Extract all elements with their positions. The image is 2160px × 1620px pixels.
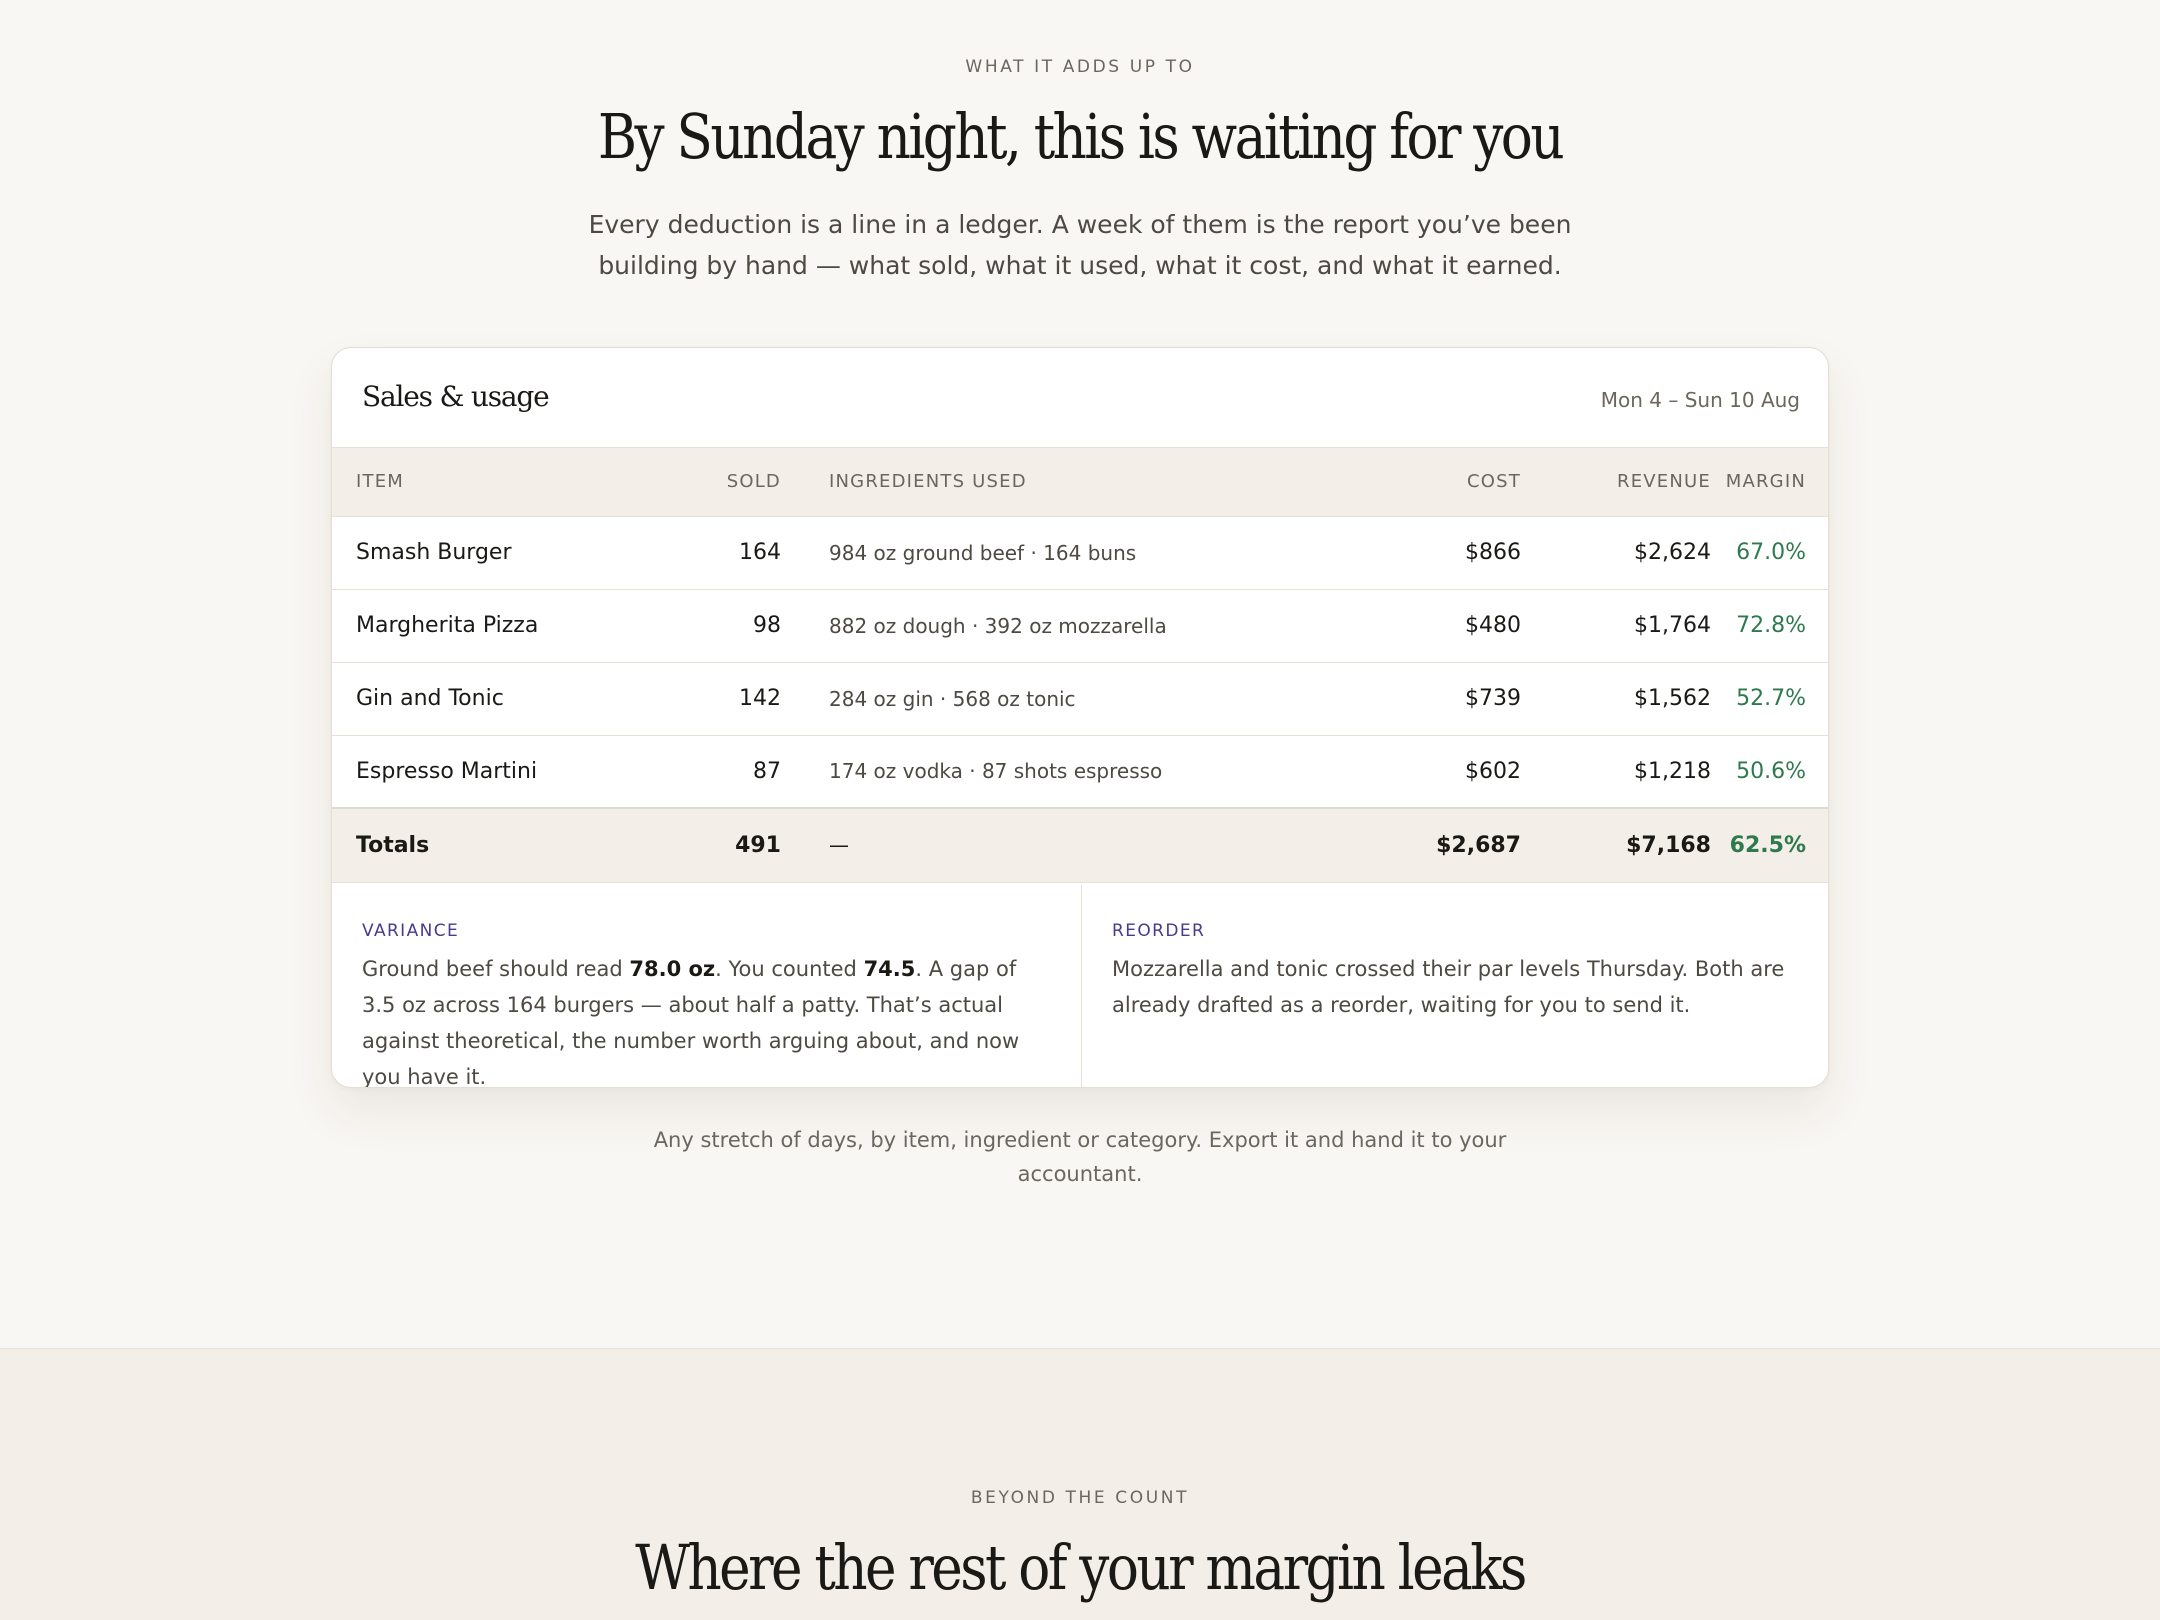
cell-ingredients: 984 oz ground beef · 164 buns — [781, 516, 1329, 589]
cell-cost: $739 — [1329, 662, 1522, 735]
variance-note — [332, 885, 1082, 1088]
cell-ingredients: 882 oz dough · 392 oz mozzarella — [781, 589, 1329, 662]
cell-cost: $866 — [1329, 516, 1522, 589]
section-title: By Sunday night, this is waiting for you — [597, 100, 1563, 173]
column-header-item: ITEM — [332, 448, 635, 516]
cell-margin: 50.6% — [1712, 735, 1829, 808]
table-row — [332, 589, 1829, 662]
sales-usage-table — [332, 448, 1829, 883]
column-header-ingredients: INGREDIENTS USED — [781, 448, 1329, 516]
date-range: Mon 4 – Sun 10 Aug — [1600, 388, 1800, 412]
table-row — [332, 735, 1829, 808]
variance-label: VARIANCE — [362, 921, 460, 941]
cell-cost: $480 — [1329, 589, 1522, 662]
cell-sold: 87 — [635, 735, 781, 808]
card-title: Sales & usage — [362, 380, 549, 413]
table-row — [332, 516, 1829, 589]
next-section-title: Where the rest of your margin leaks — [635, 1531, 1525, 1604]
cell-item: Smash Burger — [332, 516, 635, 589]
cell-sold: 142 — [635, 662, 781, 735]
totals-margin: 62.5% — [1712, 808, 1829, 882]
cell-revenue: $2,624 — [1522, 516, 1712, 589]
reorder-note — [1082, 885, 1829, 1088]
column-header-cost: COST — [1329, 448, 1522, 516]
table-header-row — [332, 448, 1829, 516]
column-header-revenue: REVENUE — [1522, 448, 1712, 516]
insight-notes — [332, 885, 1829, 1088]
cell-ingredients: 284 oz gin · 568 oz tonic — [781, 662, 1329, 735]
column-header-margin: MARGIN — [1712, 448, 1829, 516]
reorder-label: REORDER — [1112, 921, 1206, 941]
cell-sold: 98 — [635, 589, 781, 662]
cell-item: Margherita Pizza — [332, 589, 635, 662]
next-section — [0, 1348, 2160, 1620]
cell-ingredients: 174 oz vodka · 87 shots espresso — [781, 735, 1329, 808]
totals-ingredients: — — [781, 808, 1329, 882]
reorder-text: Mozzarella and tonic crossed their par levels Thursday. Both are already drafted as a reorder, waiting for you to send it. — [1112, 957, 1785, 1017]
table-row — [332, 662, 1829, 735]
cell-margin: 72.8% — [1712, 589, 1829, 662]
cell-item: Espresso Martini — [332, 735, 635, 808]
cell-revenue: $1,764 — [1522, 589, 1712, 662]
card-header — [332, 348, 1829, 448]
totals-revenue: $7,168 — [1522, 808, 1712, 882]
cell-revenue: $1,218 — [1522, 735, 1712, 808]
next-section-eyebrow: BEYOND THE COUNT — [970, 1488, 1190, 1508]
variance-counted: 74.5 — [863, 957, 916, 981]
sales-usage-card — [331, 347, 1829, 1088]
section-lede: Every deduction is a line in a ledger. A week of them is the report you’ve been building by hand — what sold, what it used, what it cost, and what it earned. — [588, 210, 1572, 280]
cell-revenue: $1,562 — [1522, 662, 1712, 735]
column-header-sold: SOLD — [635, 448, 781, 516]
cell-margin: 52.7% — [1712, 662, 1829, 735]
cell-cost: $602 — [1329, 735, 1522, 808]
totals-sold: 491 — [635, 808, 781, 882]
report-footnote: Any stretch of days, by item, ingredient or category. Export it and hand it to your accountant. — [653, 1128, 1507, 1186]
totals-label: Totals — [332, 808, 635, 882]
variance-expected: 78.0 oz — [629, 957, 716, 981]
cell-margin: 67.0% — [1712, 516, 1829, 589]
totals-row — [332, 808, 1829, 882]
totals-cost: $2,687 — [1329, 808, 1522, 882]
variance-text: Ground beef should read 78.0 oz. You counted 74.5. A gap of 3.5 oz across 164 burgers — about half a patty. That’s actual against theoretical, the number worth arguing about, and now you have it. — [362, 957, 1020, 1088]
section-eyebrow: WHAT IT ADDS UP TO — [965, 57, 1195, 77]
cell-item: Gin and Tonic — [332, 662, 635, 735]
cell-sold: 164 — [635, 516, 781, 589]
